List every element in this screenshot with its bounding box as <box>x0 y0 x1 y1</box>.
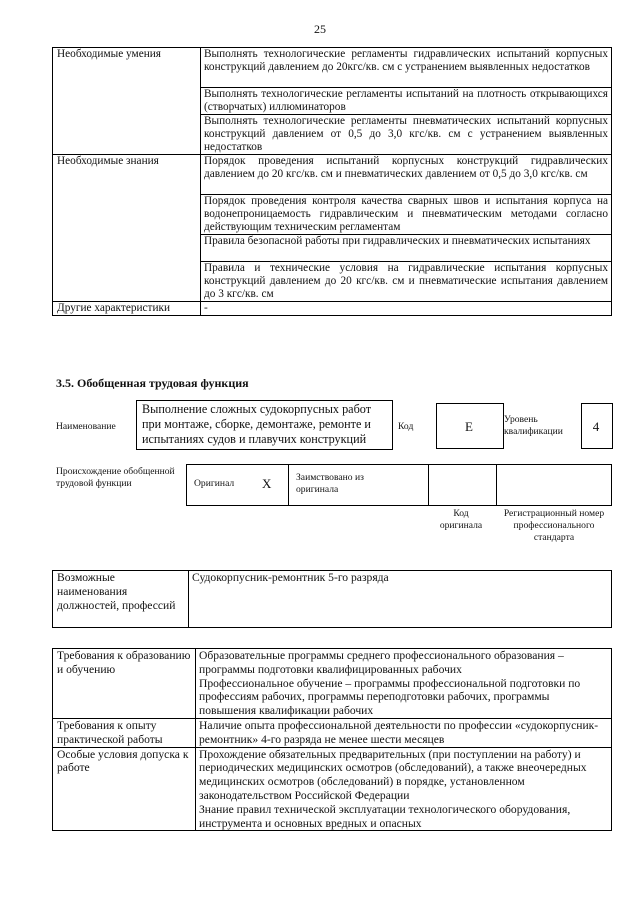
requirement-row <box>53 649 612 719</box>
requirement-label: Требования к опыту практической работы <box>53 718 196 747</box>
row-label: Необходимые знания <box>53 155 201 302</box>
knowledge-item: Порядок проведения контроля качества сварных швов и испытания корпуса на водонепроницаемость гидравлическим и пневматическим методами согласно действующим техническим регламентам <box>201 195 612 235</box>
requirement-label: Особые условия допуска к работе <box>53 747 196 831</box>
positions-table <box>52 570 612 628</box>
requirement-line: Знание правил технической эксплуатации технологического оборудования, инструмента и основных вредных и опасных <box>199 802 571 830</box>
knowledge-item: Правила и технические условия на гидравлические испытания корпусных конструкций давлением до 20 кгс/кв. см и пневматические испытания давлением до 3 кгс/кв. см <box>201 262 612 302</box>
reg-number-caption: Регистрационный номер профессионального стандарта <box>503 508 605 543</box>
skill-item: Выполнять технологические регламенты пневматических испытаний корпусных конструкций давлением от 0,5 до 3,0 кгс/кв. см с устранением выявленных недостатков <box>201 115 612 155</box>
level-label: Уровень квалификации <box>504 414 563 437</box>
level-value: 4 <box>592 419 600 434</box>
knowledge-item: Порядок проведения испытаний корпусных конструкций гидравлических давлением до 20 кгс/кв. см и пневматических давлением от 0,5 до 3,0 кгс/кв. см <box>201 155 612 195</box>
original-label: Оригинал <box>194 478 235 489</box>
borrowed-label: Заимствовано из оригинала <box>296 472 364 495</box>
code-label: Код <box>398 421 414 432</box>
code-value: E <box>465 419 473 434</box>
skill-item: Выполнять технологические регламенты гидравлических испытаний корпусных конструкций давлением до 20кгс/кв. см с устранением выявленных недостатков <box>201 48 612 88</box>
other-row <box>53 302 612 316</box>
code-original-caption: Код оригинала <box>439 508 483 531</box>
knowledge-item: Правила безопасной работы при гидравлических и пневматических испытаниях <box>201 235 612 262</box>
requirements-table <box>52 648 612 831</box>
requirement-line: Профессиональное обучение – программы профессиональной подготовки по профессиям рабочих, программы переподготовки рабочих, программы повышения квалификации рабочих <box>199 676 581 718</box>
requirement-line: Образовательные программы среднего профессионального образования – программы подготовки квалифицированных рабочих <box>199 649 564 676</box>
skills-table <box>52 47 612 316</box>
row-label: Другие характеристики <box>53 302 201 316</box>
requirement-label: Требования к образованию и обучению <box>53 649 196 719</box>
requirement-line: Прохождение обязательных предварительных (при поступлении на работу) и периодических медицинских осмотров (обследований), а также внеочередных медицинских осмотров (обследований) в порядке, установленном законодательством Российской Федерации <box>199 747 587 802</box>
original-mark: X <box>262 476 272 491</box>
origin-label: Происхождение обобщенной трудовой функции <box>56 466 175 489</box>
origin-box <box>186 464 612 506</box>
skill-item: Выполнять технологические регламенты испытаний на плотность открывающихся (створчатых) иллюминаторов <box>201 88 612 115</box>
function-name: Выполнение сложных судокорпусных работ при монтаже, сборке, демонтаже, ремонте и испытаниях судов и плавучих конструкций <box>142 402 372 446</box>
other-item: - <box>201 302 612 316</box>
knowledge-row <box>53 155 612 195</box>
name-label: Наименование <box>56 421 116 432</box>
positions-label: Возможные наименования должностей, профессий <box>53 571 189 628</box>
positions-value: Судокорпусник-ремонтник 5-го разряда <box>189 571 612 628</box>
skills-row <box>53 48 612 88</box>
page-number: 25 <box>314 22 326 36</box>
requirement-row <box>53 747 612 831</box>
requirement-line: Наличие опыта профессиональной деятельности по профессии «судокорпусник-ремонтник» 4-го разряда не менее шести месяцев <box>199 718 599 746</box>
section-title: 3.5. Обобщенная трудовая функция <box>56 376 249 390</box>
positions-row <box>53 571 612 628</box>
requirement-row <box>53 718 612 747</box>
row-label: Необходимые умения <box>53 48 201 155</box>
